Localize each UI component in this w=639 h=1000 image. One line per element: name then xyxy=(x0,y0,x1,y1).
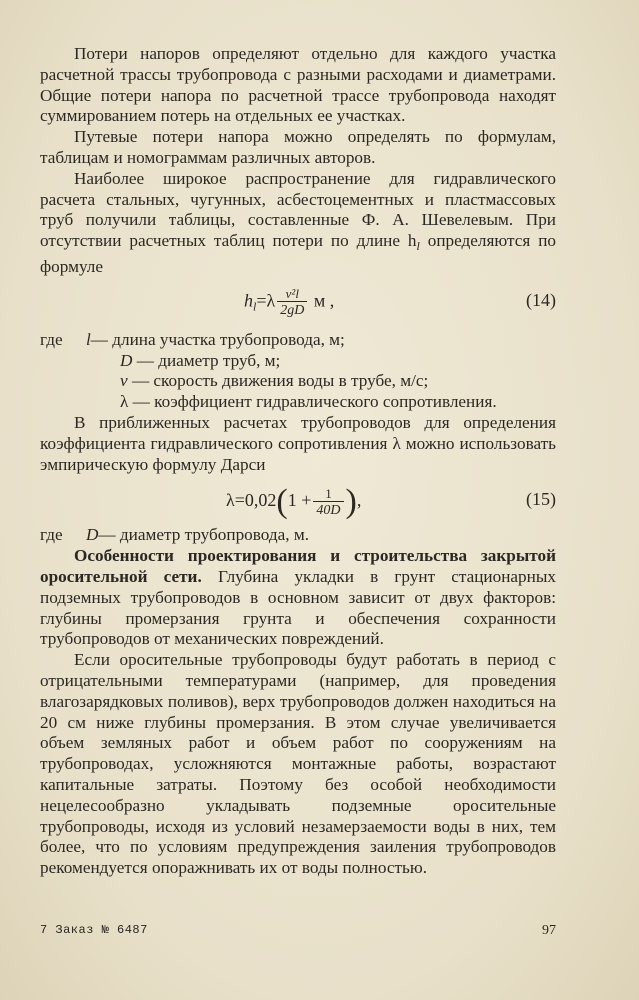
definition-text: — диаметр труб, м; xyxy=(132,350,281,370)
definition-symbol: l xyxy=(86,329,91,349)
definition-symbol: D xyxy=(120,350,133,370)
definition-symbol: D xyxy=(86,525,99,545)
paragraph-shevelev-text: Наиболее широкое распространение для гидравлического расчета стальных, чугунных, асбестоцементных и пластмассовых труб получили таблицы, составленные Ф. А. Шевелевым. При отсутствии расчетных таблиц потери по длине h xyxy=(40,168,556,251)
formula-14 xyxy=(40,278,556,330)
left-paren-glyph: ( xyxy=(276,483,288,521)
where-word: где xyxy=(40,329,63,349)
paragraph-design-features xyxy=(40,546,556,650)
paragraph-shevelev xyxy=(40,169,556,278)
paragraph-path-loss: Путевые потери напора можно определять по формулам, таблицам и номограммам различных авторов. xyxy=(40,127,556,167)
definition-diameter xyxy=(40,525,556,546)
formula-15-fraction xyxy=(313,486,343,519)
formula-15-comma: , xyxy=(356,490,362,511)
page-number: 97 xyxy=(542,923,556,938)
formula-15-numerator: 1 xyxy=(313,486,343,502)
paragraph-head-loss: Потери напоров определяют отдельно для каждого участка расчетной трассы трубопровода с разными расходами и диаметрами. Общие потери напора по расчетной трассе трубопровода находят суммированием потерь на отдельных ее участках. xyxy=(40,44,556,126)
paragraph-shevelev-end: определяются по формуле xyxy=(40,231,556,276)
formula-14-numerator: v²l xyxy=(277,286,307,302)
page-footer xyxy=(40,923,556,939)
formula-14-lhs-sub: l xyxy=(253,299,257,314)
paragraph-negative-temps: Если оросительные трубопроводы будут работать в период с отрицательными температурами (например, для проведения влагозарядковых поливов), верх трубопроводов должен находиться на 20 см ниже глубины промерзания. В этом случае увеличивается объем земляных работ и объем работ по сооружениям на трубопроводах, усложняются монтажные работы, возрастают капитальные затраты. Поэтому без особой необходимости нецелесообразно укладывать подземные оросительные трубопроводы, исходя из условий незамерзаемости воды в них, тем более, что по условиям предупреждения заиления трубопроводов рекомендуется опоражнивать их от воды полностью. xyxy=(40,650,556,878)
formula-14-denominator: 2gD xyxy=(280,302,305,318)
formula-15 xyxy=(40,477,556,525)
formula-15-number: (15) xyxy=(526,489,556,510)
text-column xyxy=(40,44,556,879)
formula-15-denominator: 40D xyxy=(316,502,341,518)
formula-15-expression xyxy=(226,485,361,519)
definition-item xyxy=(40,392,556,413)
formula-14-lhs: h xyxy=(244,290,253,311)
definition-text: — длина участка трубопровода, м; xyxy=(90,329,345,349)
formula-14-fraction xyxy=(277,286,307,319)
paragraph-design-text: Глубина укладки в грунт стационарных подземных трубопроводов в основном зависит от двух факторов: глубины промерзания грунта и обеспечения сохранности трубопроводов от механических повреждений. xyxy=(40,566,556,649)
definition-text: — диаметр трубопровода, м. xyxy=(98,525,310,545)
where-word: где xyxy=(40,525,63,545)
right-paren-glyph: ) xyxy=(345,483,357,521)
formula-14-expression xyxy=(244,286,334,319)
formula-15-one: 1 + xyxy=(287,490,312,511)
definition-item xyxy=(40,330,556,351)
section-heading-inline: Особенности проектирования и строительства закрытой оросительной сети. xyxy=(40,546,556,586)
formula-14-unit: м , xyxy=(309,290,335,311)
print-order-mark: 7 Заказ № 6487 xyxy=(40,923,148,937)
definition-symbol: λ xyxy=(120,392,129,412)
formula-14-number: (14) xyxy=(526,289,556,310)
definition-text: — коэффициент гидравлического сопротивления. xyxy=(128,392,497,412)
definition-text: — скорость движения воды в трубе, м/с; xyxy=(127,371,429,391)
definition-symbol: v xyxy=(120,371,128,391)
formula-15-lhs: λ=0,02 xyxy=(226,490,277,511)
paragraph-darcy: В приближенных расчетах трубопроводов для определения коэффициента гидравлического сопротивления λ можно использовать эмпирическую формулу Дарси xyxy=(40,412,556,474)
definitions-list xyxy=(40,330,556,413)
formula-14-eq: =λ xyxy=(256,290,276,311)
definition-item xyxy=(40,371,556,392)
definition-item xyxy=(40,351,556,372)
h-subscript: l xyxy=(416,239,420,254)
